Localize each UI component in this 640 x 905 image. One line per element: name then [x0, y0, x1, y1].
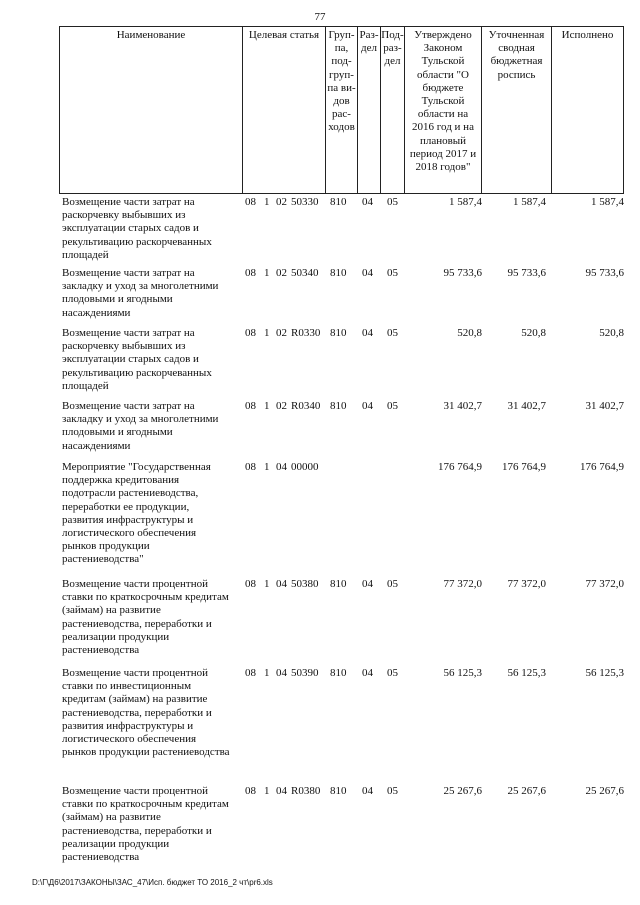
- code-part: 08: [245, 327, 256, 339]
- code-part: 50330: [291, 196, 319, 208]
- code-part: 1: [264, 785, 270, 797]
- row-section: 04: [362, 578, 373, 590]
- code-part: 04: [276, 578, 287, 590]
- code-part: 1: [264, 196, 270, 208]
- code-part: 1: [264, 461, 270, 473]
- code-part: 08: [245, 196, 256, 208]
- code-part: 50380: [291, 578, 319, 590]
- row-group: 810: [330, 667, 347, 679]
- code-part: 1: [264, 267, 270, 279]
- row-refined: 95 733,6: [507, 267, 546, 279]
- file-path-footer: D:\Г\Д6\2017\ЗАКОНЫ\ЗАС_47\Исп. бюджет ТО 2016_2 чт\pr6.xls: [32, 878, 273, 887]
- row-name: Возмещение части затрат на закладку и уход за многолетними плодовыми и ягодными насаждениями: [62, 267, 219, 319]
- row-name: Мероприятие "Государственная поддержка кредитования подотрасли растениеводства, переработки ее продукции, развития инфраструктуры и логистического обеспечения рынков продукции растениеводства": [62, 461, 211, 566]
- row-subsection: 05: [387, 327, 398, 339]
- row-approved: 520,8: [457, 327, 482, 339]
- row-group: 810: [330, 400, 347, 412]
- row-approved: 77 372,0: [443, 578, 482, 590]
- header-group: Груп- па, под- груп- па ви- дов рас- ходов: [325, 26, 357, 194]
- code-part: 1: [264, 667, 270, 679]
- code-part: 1: [264, 400, 270, 412]
- row-executed: 520,8: [599, 327, 624, 339]
- row-group: 810: [330, 267, 347, 279]
- row-executed: 77 372,0: [585, 578, 624, 590]
- row-group: 810: [330, 785, 347, 797]
- code-part: 50390: [291, 667, 319, 679]
- row-section: 04: [362, 267, 373, 279]
- row-refined: 77 372,0: [507, 578, 546, 590]
- code-part: 08: [245, 461, 256, 473]
- row-approved: 31 402,7: [443, 400, 482, 412]
- row-executed: 95 733,6: [585, 267, 624, 279]
- row-group: 810: [330, 578, 347, 590]
- code-part: 02: [276, 327, 287, 339]
- row-subsection: 05: [387, 196, 398, 208]
- row-subsection: 05: [387, 785, 398, 797]
- code-part: 04: [276, 785, 287, 797]
- row-refined: 520,8: [521, 327, 546, 339]
- header-approved: Утверждено Законом Тульской области "О бюджете Тульской области на 2016 год и на плановый период 2017 и 2018 годов": [404, 26, 481, 194]
- row-refined: 1 587,4: [513, 196, 546, 208]
- code-part: R0330: [291, 327, 321, 339]
- row-name: Возмещение части процентной ставки по краткосрочным кредитам (займам) на развитие растениеводства, переработки и реализации продукции растениеводства: [62, 578, 229, 657]
- code-part: 08: [245, 400, 256, 412]
- code-part: 08: [245, 785, 256, 797]
- header-subsection: Под- раз- дел: [380, 26, 404, 194]
- row-subsection: 05: [387, 578, 398, 590]
- row-name: Возмещение части процентной ставки по инвестиционным кредитам (займам) на развитие растениеводства, переработки и развития инфраструктуры и логистического обеспечения рынков продукции растениеводства: [62, 667, 230, 759]
- row-executed: 31 402,7: [585, 400, 624, 412]
- row-subsection: 05: [387, 667, 398, 679]
- header-name: Наименование: [59, 26, 242, 194]
- row-executed: 176 764,9: [580, 461, 624, 473]
- row-section: 04: [362, 327, 373, 339]
- code-part: R0380: [291, 785, 321, 797]
- row-section: 04: [362, 400, 373, 412]
- code-part: R0340: [291, 400, 321, 412]
- header-refined: Уточненная сводная бюджетная роспись: [481, 26, 551, 194]
- code-part: 1: [264, 578, 270, 590]
- table-header: [59, 26, 624, 194]
- row-executed: 56 125,3: [585, 667, 624, 679]
- code-part: 02: [276, 267, 287, 279]
- row-approved: 176 764,9: [438, 461, 482, 473]
- row-subsection: 05: [387, 400, 398, 412]
- header-target: Целевая статья: [242, 26, 325, 194]
- row-subsection: 05: [387, 267, 398, 279]
- row-executed: 25 267,6: [585, 785, 624, 797]
- row-approved: 25 267,6: [443, 785, 482, 797]
- code-part: 02: [276, 400, 287, 412]
- row-refined: 25 267,6: [507, 785, 546, 797]
- code-part: 1: [264, 327, 270, 339]
- row-refined: 31 402,7: [507, 400, 546, 412]
- row-approved: 1 587,4: [449, 196, 482, 208]
- row-group: 810: [330, 327, 347, 339]
- row-name: Возмещение части затрат на раскорчевку выбывших из эксплуатации старых садов и рекультивацию раскорчеванных площадей: [62, 327, 212, 392]
- header-executed: Исполнено: [551, 26, 624, 194]
- page-number: 77: [314, 11, 326, 23]
- code-part: 02: [276, 196, 287, 208]
- row-name: Возмещение части затрат на раскорчевку выбывших из эксплуатации старых садов и рекультивацию раскорчеванных площадей: [62, 196, 212, 261]
- row-section: 04: [362, 196, 373, 208]
- code-part: 08: [245, 667, 256, 679]
- row-approved: 95 733,6: [443, 267, 482, 279]
- code-part: 00000: [291, 461, 319, 473]
- row-name: Возмещение части процентной ставки по краткосрочным кредитам (займам) на развитие растениеводства, переработки и реализации продукции растениеводства: [62, 785, 229, 864]
- code-part: 04: [276, 461, 287, 473]
- code-part: 04: [276, 667, 287, 679]
- code-part: 08: [245, 267, 256, 279]
- row-section: 04: [362, 785, 373, 797]
- row-section: 04: [362, 667, 373, 679]
- header-section: Раз- дел: [357, 26, 380, 194]
- row-refined: 176 764,9: [502, 461, 546, 473]
- row-executed: 1 587,4: [591, 196, 624, 208]
- row-approved: 56 125,3: [443, 667, 482, 679]
- code-part: 08: [245, 578, 256, 590]
- row-name: Возмещение части затрат на закладку и уход за многолетними плодовыми и ягодными насаждениями: [62, 400, 219, 452]
- row-refined: 56 125,3: [507, 667, 546, 679]
- code-part: 50340: [291, 267, 319, 279]
- row-group: 810: [330, 196, 347, 208]
